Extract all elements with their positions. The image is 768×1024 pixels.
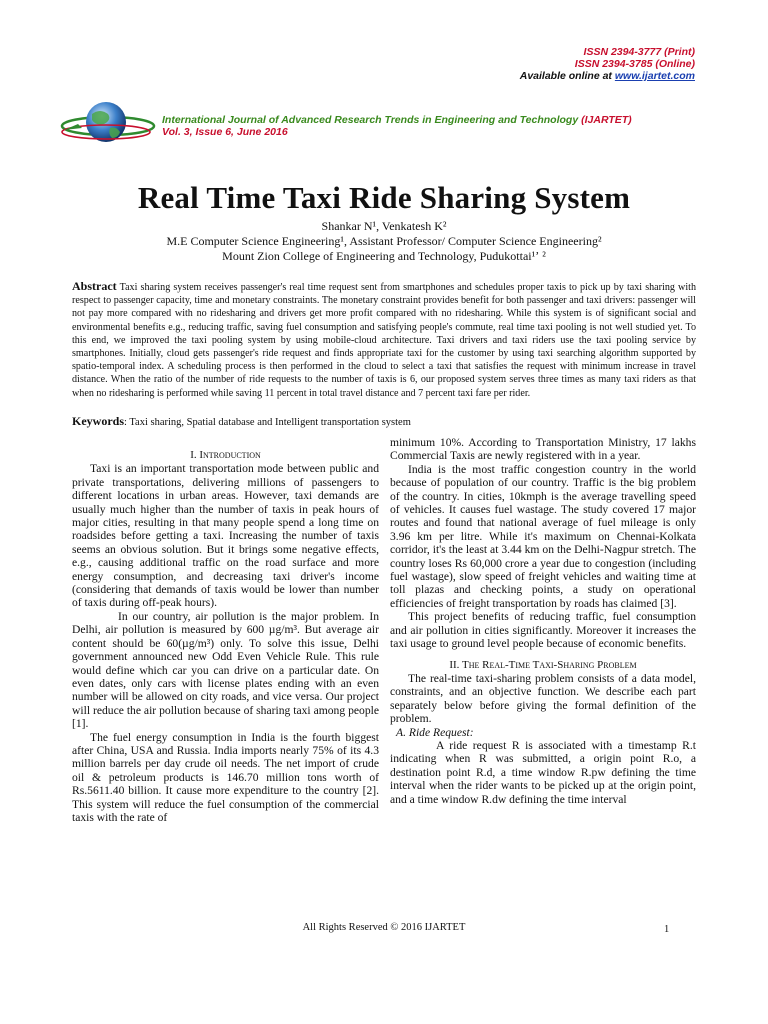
paragraph: The real-time taxi-sharing problem consists of a data model, constraints, and an objective function. We describe each part separately below before giving the formal definition of the problem. [390, 671, 696, 726]
section-heading-problem: II. The Real-Time Taxi-Sharing Problem [449, 658, 637, 671]
section-heading-introduction: I. Introduction [190, 449, 261, 461]
paragraph: In our country, air pollution is the major problem. In Delhi, air pollution is measured by 600 µg/m³. But average air content should be 60(µg/m³) only. To solve this issue, Delhi government announced new Odd Even Vehicle Rule. This rule would define which car you can drive on a particular date. On even dates, only cars with license plates ending with an even number will be allowed on city roads, and vice versa. Our project will reduce the air pollution because of sharing taxi among people [1]. [72, 609, 379, 731]
keywords-label: Keywords [72, 414, 124, 428]
journal-name: International Journal of Advanced Research Trends in Engineering and Technology [162, 114, 579, 126]
subsection-heading-ride-request: A. Ride Request: [396, 725, 474, 739]
right-column [390, 436, 696, 806]
paragraph: This project benefits of reducing traffic, fuel consumption and air pollution in cities significantly. Moreover it increases the taxi usage to ground level people because of economic benefits. [390, 610, 696, 651]
left-column [72, 449, 379, 824]
issn-print: ISSN 2394-3777 (Print) [583, 46, 695, 58]
affiliation-line-2: Mount Zion College of Engineering and Technology, Pudukottai¹ʼ ² [222, 249, 546, 263]
keywords-text: : Taxi sharing, Spatial database and Intelligent transportation system [124, 417, 411, 428]
page-number: 1 [664, 924, 670, 935]
issn-online: ISSN 2394-3785 (Online) [574, 58, 695, 70]
author-names: Shankar N¹, Venkatesh K² [321, 219, 447, 233]
journal-volume: Vol. 3, Issue 6, June 2016 [162, 126, 288, 138]
paragraph: India is the most traffic congestion country in the world because of population of our country. Traffic is the big problem of the country. In cities, 10kmph is the average travelling speed of vehicles. It causes fuel wastage. The study covered 17 major routes and found that national average of fuel mileage is only 3.96 km per litre. While it's maximum on Chennai-Kolkata corridor, it's the least at 3.44 km on the Delhi-Nagpur stretch. The country loses Rs 60,000 crore a year due to congestion (including fuel wastage), slow speed of freight vehicles and waiting time at toll plazas and checking points, a study on operational efficiencies of freight transportation by roads has claimed [3]. [390, 462, 696, 610]
paragraph: A ride request R is associated with a timestamp R.t indicating when R was submitted, a origin point R.o, a destination point R.d, a time window R.pw defining the time interval when the rider wants to be picked up at the origin point, and a time window R.dw defining the time interval [390, 738, 696, 806]
available-prefix: Available online at [519, 70, 615, 82]
journal-acronym: (IJARTET) [581, 114, 632, 126]
author-block [0, 219, 768, 264]
available-online [520, 70, 695, 82]
abstract-label: Abstract [72, 279, 117, 293]
journal-header [162, 114, 632, 138]
paper-title: Real Time Taxi Ride Sharing System [137, 180, 631, 215]
footer-rights: All Rights Reserved © 2016 IJARTET [302, 922, 466, 933]
keywords [72, 414, 696, 429]
issn-block [520, 46, 695, 82]
paragraph: Taxi is an important transportation mode between public and private transportations, delivering millions of passengers to different locations in urban areas. However, taxi demands are usually much higher than the number of taxis in peak hours of major cities, resulting in that many people spend a long time on roadsides before getting a taxi. Increasing the number of taxis seems an obvious solution. But it brings some negative effects, e.g., causing additional traffic on the road surface and more energy consumption, and decreasing taxi driver's income (considering that demands of taxis would be lower than number of taxis during off-peak hours). [72, 462, 379, 610]
paragraph: minimum 10%. According to Transportation Ministry, 17 lakhs Commercial Taxis are newly registered with in a year. [390, 436, 696, 463]
affiliation-line-1: M.E Computer Science Engineering¹, Assistant Professor/ Computer Science Engineering² [166, 234, 602, 248]
paragraph: The fuel energy consumption in India is the fourth biggest after China, USA and Russia. India imports nearly 75% of its 4.3 million barrels per day crude oil needs. The net import of crude oil & petroleum products is 146.70 million tons worth of Rs.5611.40 billion. It cause more expenditure to the country [2]. This system will reduce the fuel consumption of the commercial taxis with the rate of [72, 730, 379, 824]
journal-name-line [162, 114, 632, 126]
journal-logo-icon [60, 96, 160, 148]
journal-url-link[interactable]: www.ijartet.com [614, 70, 695, 82]
abstract-text: Taxi sharing system receives passenger's real time request sent from smartphones and schedules proper taxis to pick up by taxi sharing with respect to passenger capacity, time and monetary constraints. The monetary constraint provides benefit for both passenger and taxi drivers: passenger will not pay more compared with no ridesharing and drivers get more profit compared with no ridesharing. While this system is of significant social and environmental benefits e.g., reducing traffic, saving fuel consumption and satisfying people's commute, real time taxi pooling is not well studied yet. To this end, we improved the taxi pooling system by using mobile-cloud architecture. Taxi drivers and taxi riders use the taxi pooling service by smartphones. Initially, cloud gets passenger's ride request and finds appropriate taxi for the customer by using taxi searching algorithm supported by spatio-temporal index. A scheduling process is then performed in the cloud to select a taxi that satisfies the request with minimum increase in travel distance. When the ratio of the number of ride requests to the number of taxis is 6, our proposed system serves three times as many taxi riders as that when no ridesharing is performed while saving 11 percent in total travel distance and 7 percent taxi fare per rider. [72, 282, 696, 399]
abstract [72, 280, 696, 400]
